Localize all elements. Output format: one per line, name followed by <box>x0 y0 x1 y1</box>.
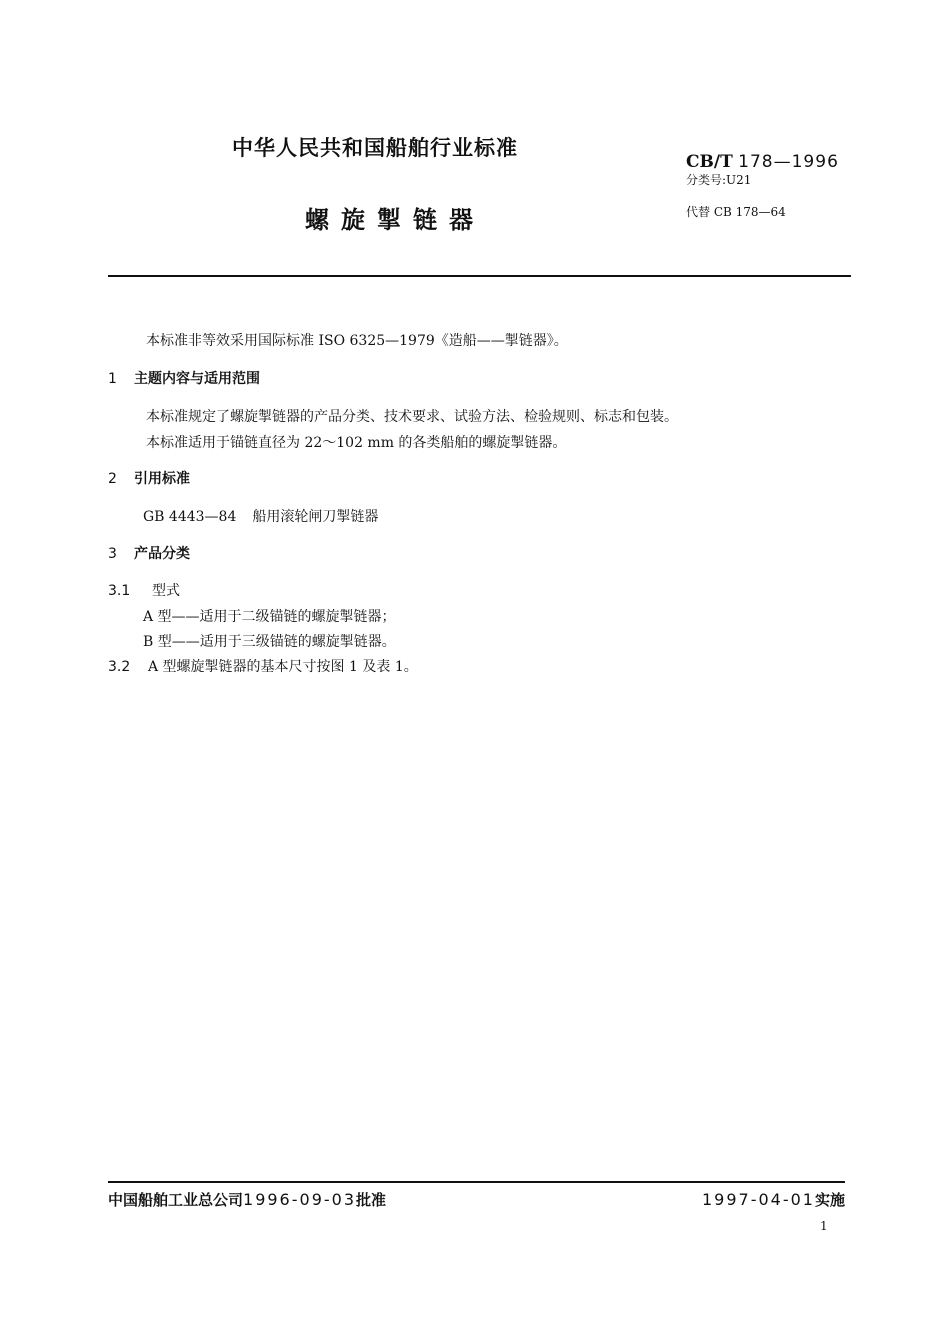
header-divider <box>108 275 851 277</box>
section-heading-3 <box>108 543 190 563</box>
implementation-date: 1997-04-01 <box>702 1190 815 1209</box>
section-heading-1 <box>108 368 260 388</box>
subsection-number: 3.1 <box>108 583 131 599</box>
subsection-title: 型式 <box>152 583 180 599</box>
referenced-standard <box>143 506 378 526</box>
approver: 中国船舶工业总公司 <box>108 1191 244 1209</box>
reference-code: GB 4443—84 <box>143 509 237 525</box>
approval-word: 批准 <box>356 1191 387 1209</box>
approval-date: 1996-09-03 <box>243 1190 356 1209</box>
section-number: 1 <box>108 371 117 387</box>
implementation-line <box>702 1189 845 1210</box>
standard-category-title: 中华人民共和国船舶行业标准 <box>232 136 518 160</box>
standard-number <box>686 152 839 172</box>
section-title: 主题内容与适用范围 <box>134 371 260 387</box>
standard-prefix: CB/T <box>686 152 733 172</box>
replaces-standard: 代替 CB 178—64 <box>686 205 786 219</box>
section-1-paragraph-scope: 本标准规定了螺旋掣链器的产品分类、技术要求、试验方法、检验规则、标志和包装。 <box>146 409 678 425</box>
section-title: 引用标准 <box>134 471 190 487</box>
section-1-paragraph-applicability: 本标准适用于锚链直径为 22～102 mm 的各类船舶的螺旋掣链器。 <box>146 435 567 451</box>
section-number: 3 <box>108 546 117 562</box>
subsection-text: A 型螺旋掣链器的基本尺寸按图 1 及表 1。 <box>148 659 418 675</box>
subsection-3-1 <box>108 580 180 600</box>
section-title: 产品分类 <box>134 546 190 562</box>
subsection-3-2 <box>108 656 418 676</box>
section-number: 2 <box>108 471 117 487</box>
standard-code: 178—1996 <box>738 152 839 172</box>
footer-divider <box>108 1181 845 1183</box>
list-item-type-a: A 型——适用于二级锚链的螺旋掣链器； <box>143 609 396 625</box>
page-number: 1 <box>820 1219 828 1233</box>
reference-title: 船用滚轮闸刀掣链器 <box>252 509 379 525</box>
approval-line <box>108 1189 386 1210</box>
classification-number: 分类号:U21 <box>686 173 752 187</box>
list-item-type-b: B 型——适用于三级锚链的螺旋掣链器。 <box>143 634 396 650</box>
subsection-number: 3.2 <box>108 659 131 675</box>
intro-paragraph: 本标准非等效采用国际标准 ISO 6325—1979《造船——掣链器》。 <box>146 333 568 349</box>
document-title: 螺旋掣链器 <box>305 206 485 234</box>
section-heading-2 <box>108 468 190 488</box>
implementation-word: 实施 <box>814 1191 845 1209</box>
